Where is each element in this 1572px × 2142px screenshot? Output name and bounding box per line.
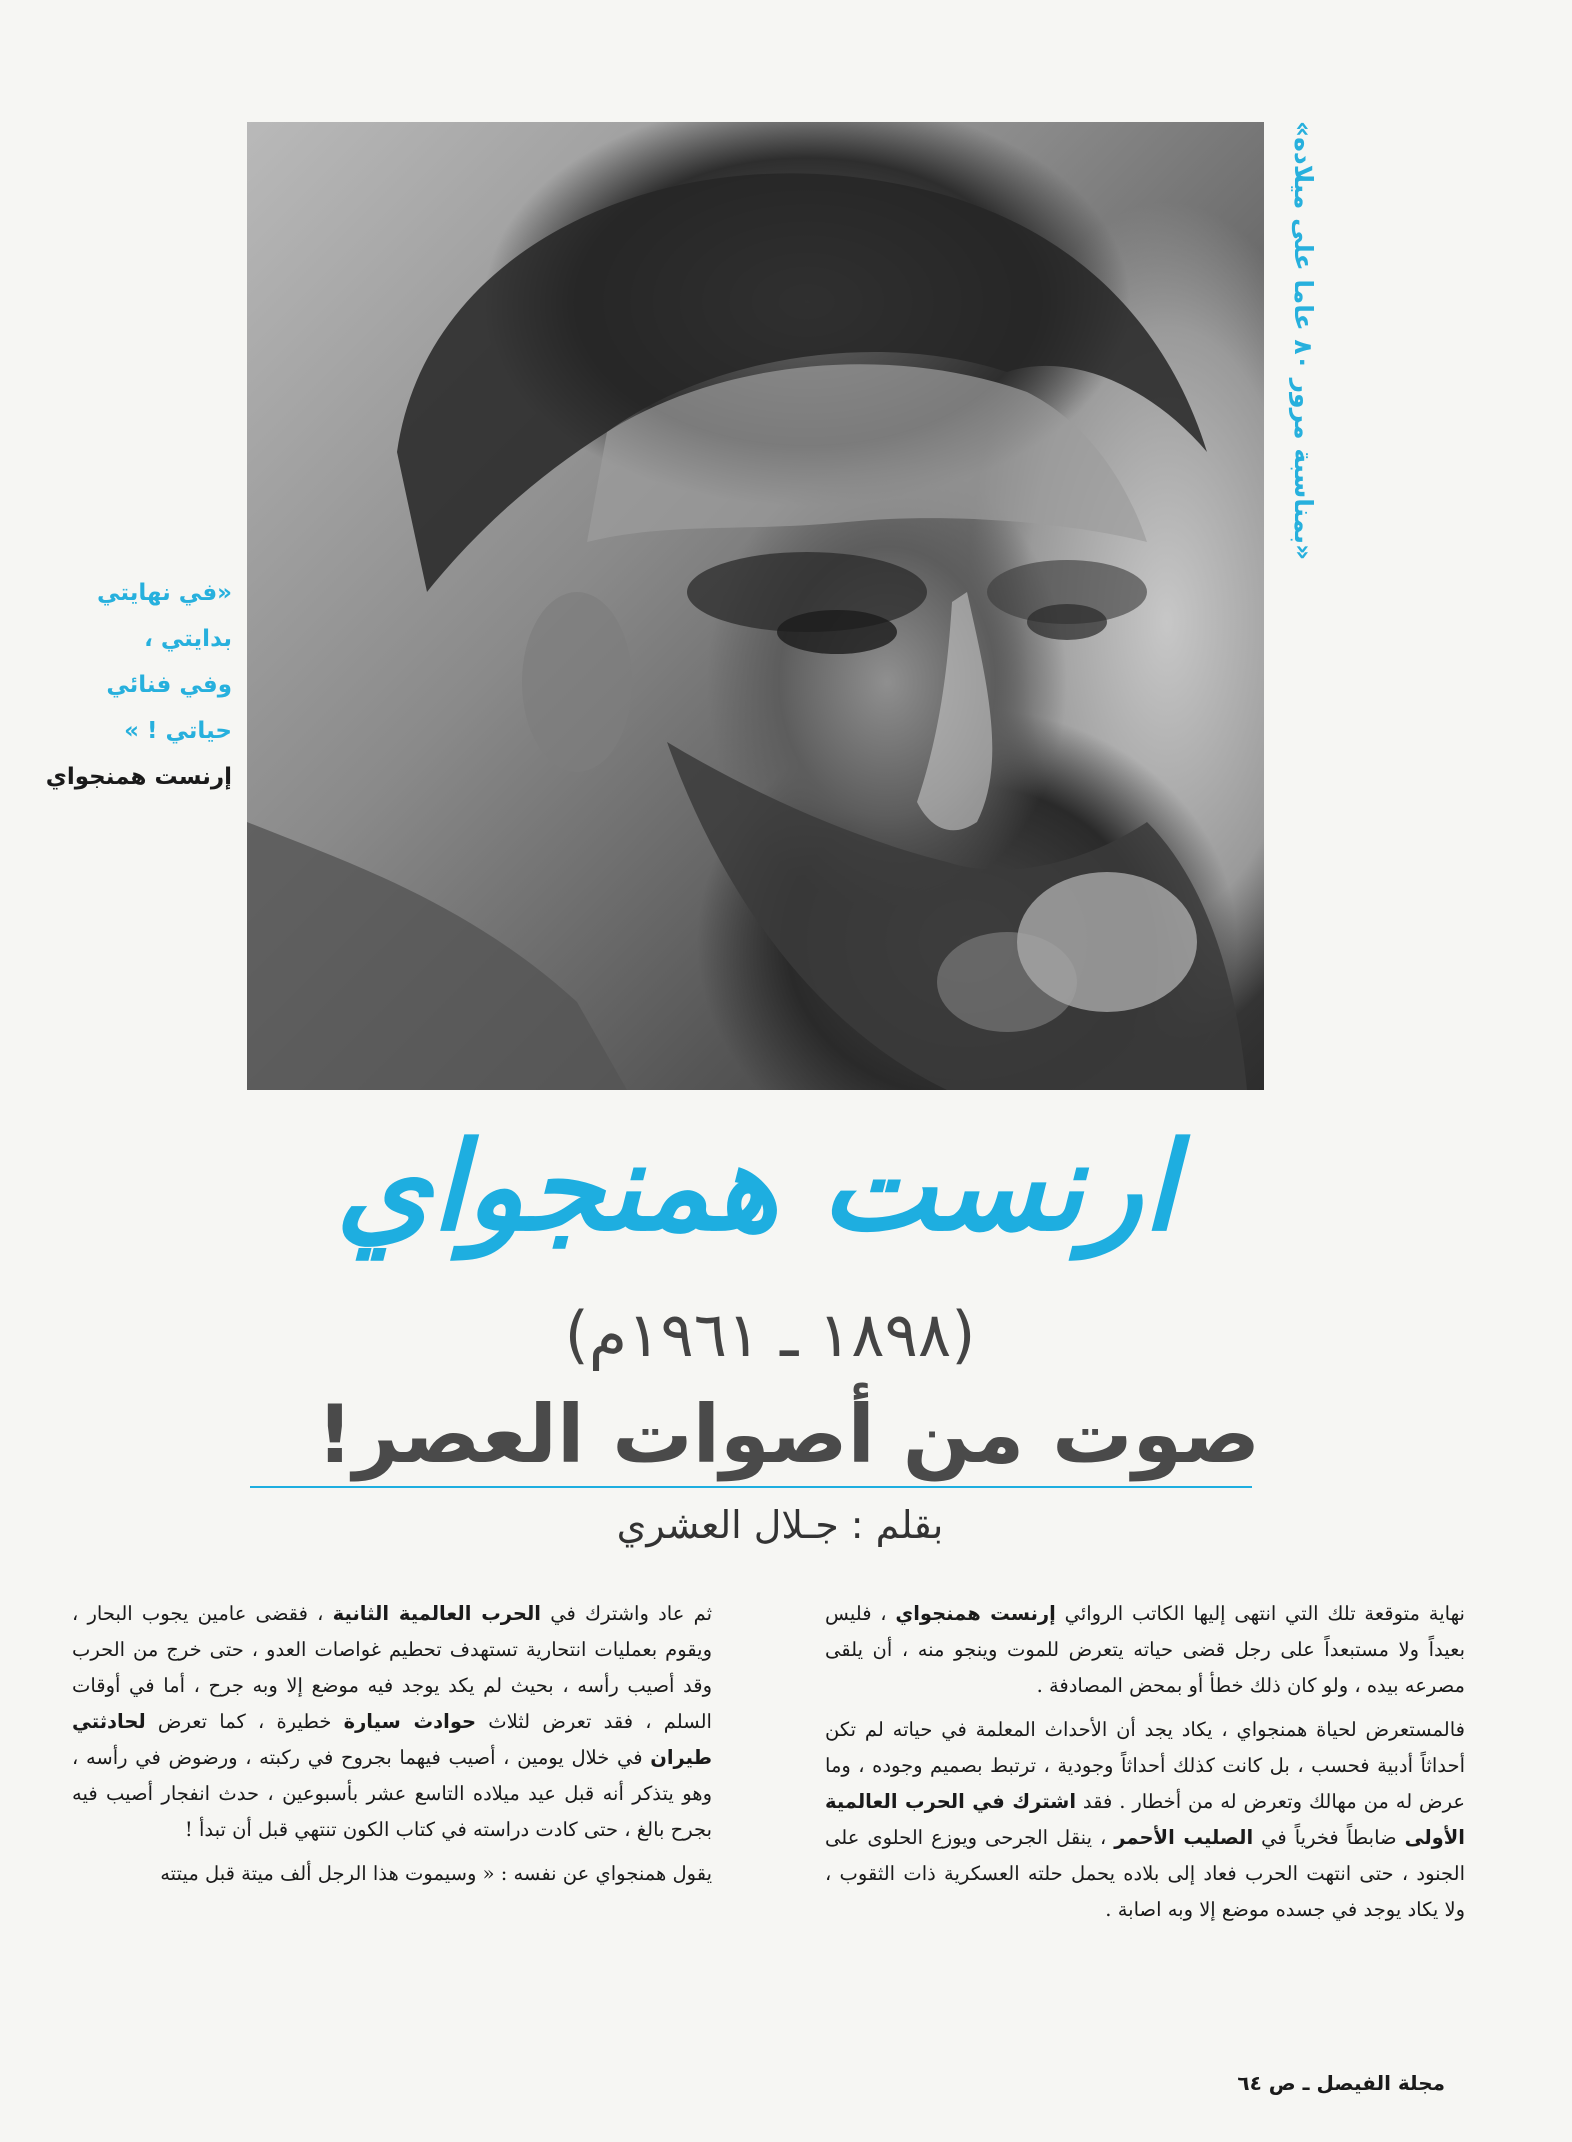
text-run: فالمستعرض لحياة همنجواي ، يكاد يجد أن الأحداث المعلمة في حياته لم تكن أحداثاً أدبية فحسب ، بل كانت كذلك أحداثاً وجودية ، ترتبط بصميم وجوده ، وما عرض له من مهالك وتعرض له من أخطار . فقد bbox=[825, 1718, 1465, 1813]
paragraph bbox=[825, 1712, 1465, 1928]
text-run: ، فليس بعيداً ولا مستبعداً على رجل قضى حياته يتعرض للموت وينجو منه ، أن يلقى مصرعه بيده ، ولو كان ذلك خطأ أو بمحض المصادفة . bbox=[825, 1602, 1465, 1697]
emphasis-text: لحادثتي طيران bbox=[72, 1710, 712, 1769]
paragraph bbox=[72, 1596, 712, 1848]
portrait-photo bbox=[247, 122, 1264, 1090]
body-column-left bbox=[72, 1596, 712, 1900]
quote-line: بدايتي ، bbox=[144, 626, 232, 652]
page-footer: مجلة الفيصل ـ ص ٦٤ bbox=[1237, 2071, 1445, 2095]
body-column-right bbox=[825, 1596, 1465, 1936]
article-title: ارنست همنجواي bbox=[335, 1116, 1177, 1258]
paragraph bbox=[72, 1856, 712, 1892]
portrait-drawing bbox=[247, 122, 1264, 1090]
text-run: خطيرة ، كما تعرض bbox=[145, 1710, 344, 1733]
pull-quote bbox=[40, 570, 232, 800]
lifespan-years: (١٨٩٨ ـ ١٩٦١م) bbox=[564, 1298, 976, 1371]
emphasis-text: اشترك في الحرب العالمية الأولى bbox=[825, 1790, 1465, 1849]
text-run: ، فقضى عامين يجوب البحار ، ويقوم بعمليات انتحارية تستهدف تحطيم غواصات العدو ، حتى خرج من الحرب وقد أصيب رأسه ، بحيث لم يكد يوجد فيه موضع إلا وبه جرح ، أما في أوقات السلم ، فقد تعرض لثلاث bbox=[72, 1602, 712, 1733]
article-subtitle: صوت من أصوات العصر! bbox=[316, 1388, 1260, 1481]
emphasis-text: إرنست همنجواي bbox=[895, 1602, 1056, 1625]
text-run: نهاية متوقعة تلك التي انتهى إليها الكاتب الروائي bbox=[1055, 1602, 1465, 1625]
emphasis-text: حوادث سيارة bbox=[343, 1710, 477, 1733]
quote-line: وفي فنائي bbox=[106, 672, 232, 698]
author-byline: بقلم : جـلال العشري bbox=[616, 1503, 944, 1547]
text-run: في خلال يومين ، أصيب فيهما بجروح في ركبته ، ورضوض في رأسه ، وهو يتذكر أنه قبل عيد ميلاده التاسع عشر بأسبوعين ، حدث انفجار أصيب فيه بجرح بالغ ، حتى كادت دراسته في كتاب الكون تنتهي قبل أن تبدأ ! bbox=[72, 1746, 712, 1841]
quote-line: حياتي ! » bbox=[124, 718, 232, 744]
emphasis-text: الحرب العالمية الثانية bbox=[332, 1602, 541, 1625]
emphasis-text: الصليب الأحمر bbox=[1114, 1826, 1254, 1849]
vertical-caption: «بمناسبة مرور ٨٠ عاما على ميلاده» bbox=[1289, 120, 1318, 560]
paragraph bbox=[825, 1596, 1465, 1704]
text-run: ، ينقل الجرحى ويوزع الحلوى على الجنود ، حتى انتهت الحرب فعاد إلى بلاده يحمل حلته العسكرية ذات الثقوب ، ولا يكاد يوجد في جسده موضع إلا وبه اصابة . bbox=[825, 1826, 1465, 1921]
quote-author: إرنست همنجواي bbox=[45, 764, 232, 790]
text-run: يقول همنجواي عن نفسه : « وسيموت هذا الرجل ألف ميتة قبل ميتته bbox=[160, 1862, 712, 1885]
quote-line: «في نهايتي bbox=[97, 580, 232, 606]
title-divider bbox=[250, 1486, 1252, 1488]
text-run: ضابطاً فخرياً في bbox=[1253, 1826, 1405, 1849]
text-run: ثم عاد واشترك في bbox=[540, 1602, 712, 1625]
